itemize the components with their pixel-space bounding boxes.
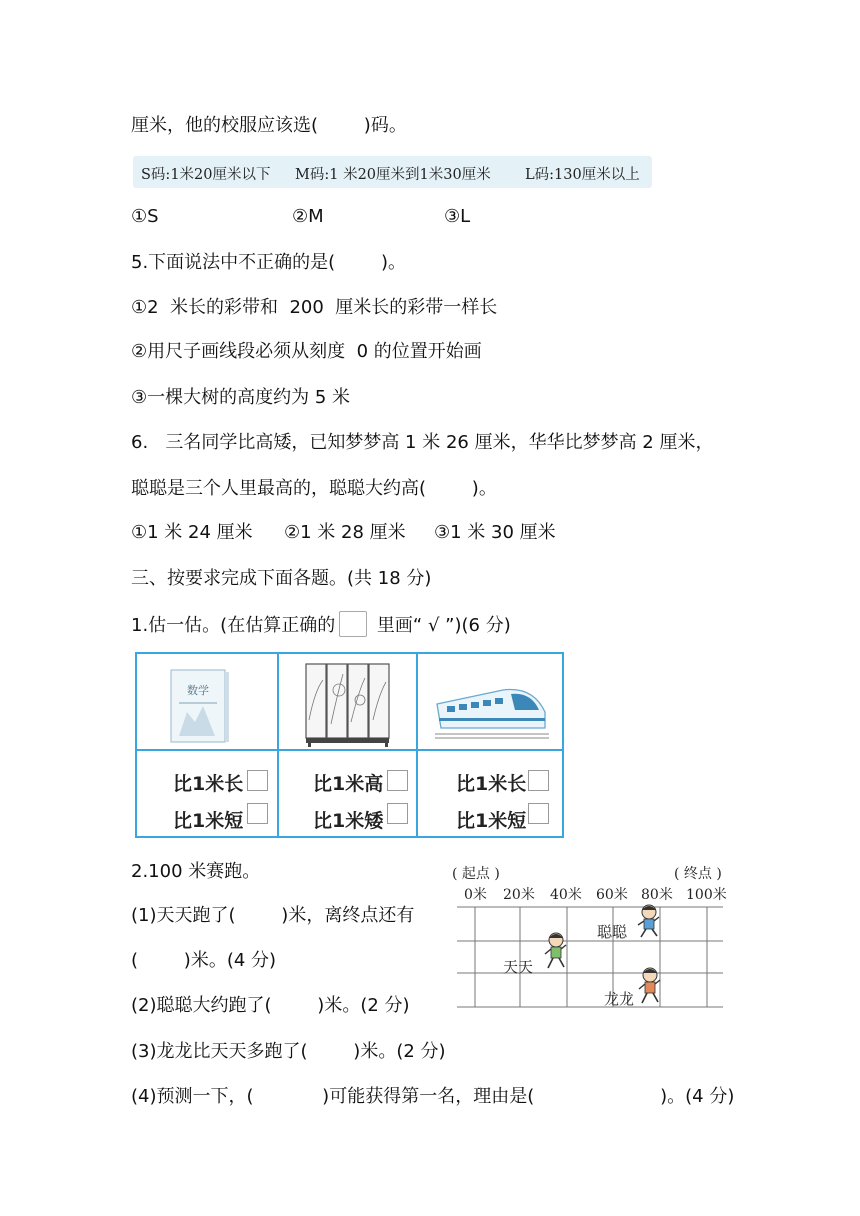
tick-80: 80米 xyxy=(641,887,673,903)
cell2-shorter-label: 比1米矮 xyxy=(313,810,384,832)
table-divider xyxy=(137,749,562,751)
tick-100: 100米 xyxy=(686,887,727,903)
start-label: ( 起点 ) xyxy=(452,866,500,882)
size-chart-box xyxy=(133,156,652,188)
math-book-image xyxy=(169,668,231,746)
q5-title: 5.下面说法中不正确的是( )。 xyxy=(131,252,406,273)
size-l: L码:130厘米以上 xyxy=(525,167,640,183)
q6-option-1[interactable]: ①1 米 24 厘米 xyxy=(131,522,253,543)
size-m: M码:1 米20厘米到1米30厘米 xyxy=(295,167,491,183)
cell1-longer-checkbox[interactable] xyxy=(247,770,268,791)
q4-option-2[interactable]: ②M xyxy=(292,206,324,227)
q5-option-3[interactable]: ③一棵大树的高度约为 5 米 xyxy=(131,387,351,408)
tick-0: 0米 xyxy=(464,887,487,903)
q5-option-1[interactable]: ①2 米长的彩带和 200 厘米长的彩带一样长 xyxy=(131,297,498,318)
runner-longlong-label: 龙龙 xyxy=(604,990,635,1008)
p1-instruction xyxy=(131,611,511,638)
p2-q2: (2)聪聪大约跑了( )米。(2 分) xyxy=(131,995,410,1016)
end-label: ( 终点 ) xyxy=(674,866,722,882)
cell3-longer-checkbox[interactable] xyxy=(528,770,549,791)
p2-title: 2.100 米赛跑。 xyxy=(131,861,261,882)
p1-instruction-before: 1.估一估。(在估算正确的 xyxy=(131,615,336,636)
section-3-title: 三、按要求完成下面各题。(共 18 分) xyxy=(131,568,432,589)
runner-tiantian-label: 天天 xyxy=(503,958,534,976)
race-track-grid xyxy=(455,903,730,1015)
q4-option-1[interactable]: ①S xyxy=(131,206,159,227)
q6-line-1: 6. 三名同学比高矮，已知梦梦高 1 米 26 厘米，华华比梦梦高 2 厘米， xyxy=(131,432,714,453)
q6-option-3[interactable]: ③1 米 30 厘米 xyxy=(434,522,556,543)
p2-q1-line-2: ( )米。(4 分) xyxy=(131,950,277,971)
runner-tiantian-figure xyxy=(545,933,566,968)
high-speed-train-image xyxy=(433,678,551,742)
cell3-longer-label: 比1米长 xyxy=(456,773,527,795)
p1-instruction-after: 里画“ √ ”)(6 分) xyxy=(371,615,511,636)
sample-answer-box xyxy=(339,611,367,637)
cell2-taller-label: 比1米高 xyxy=(313,773,384,795)
p2-q4: (4)预测一下，( )可能获得第一名，理由是( )。(4 分) xyxy=(131,1086,735,1107)
runner-conghui-label: 聪聪 xyxy=(597,923,628,941)
cell2-shorter-checkbox[interactable] xyxy=(387,803,408,824)
cell1-shorter-checkbox[interactable] xyxy=(247,803,268,824)
runner-conghui-figure xyxy=(638,905,659,937)
q4-option-3[interactable]: ③L xyxy=(444,206,471,227)
folding-screen-image xyxy=(303,660,393,748)
q6-line-2: 聪聪是三个人里最高的，聪聪大约高( )。 xyxy=(131,478,497,499)
q6-option-2[interactable]: ②1 米 28 厘米 xyxy=(284,522,406,543)
book-title: 数学 xyxy=(187,684,209,697)
cell1-longer-label: 比1米长 xyxy=(173,773,244,795)
table-divider xyxy=(416,654,418,836)
q5-option-2[interactable]: ②用尺子画线段必须从刻度 0 的位置开始画 xyxy=(131,341,482,362)
p2-q1-line-1: (1)天天跑了( )米，离终点还有 xyxy=(131,905,415,926)
p2-q3: (3)龙龙比天天多跑了( )米。(2 分) xyxy=(131,1041,446,1062)
tick-40: 40米 xyxy=(550,887,582,903)
tick-60: 60米 xyxy=(596,887,628,903)
q4-continuation: 厘米，他的校服应该选( )码。 xyxy=(131,115,407,136)
cell3-shorter-label: 比1米短 xyxy=(456,810,527,832)
cell3-shorter-checkbox[interactable] xyxy=(528,803,549,824)
cell2-taller-checkbox[interactable] xyxy=(387,770,408,791)
size-s: S码:1米20厘米以下 xyxy=(141,167,271,183)
estimation-table xyxy=(135,652,564,838)
tick-20: 20米 xyxy=(503,887,535,903)
table-divider xyxy=(277,654,279,836)
cell1-shorter-label: 比1米短 xyxy=(173,810,244,832)
